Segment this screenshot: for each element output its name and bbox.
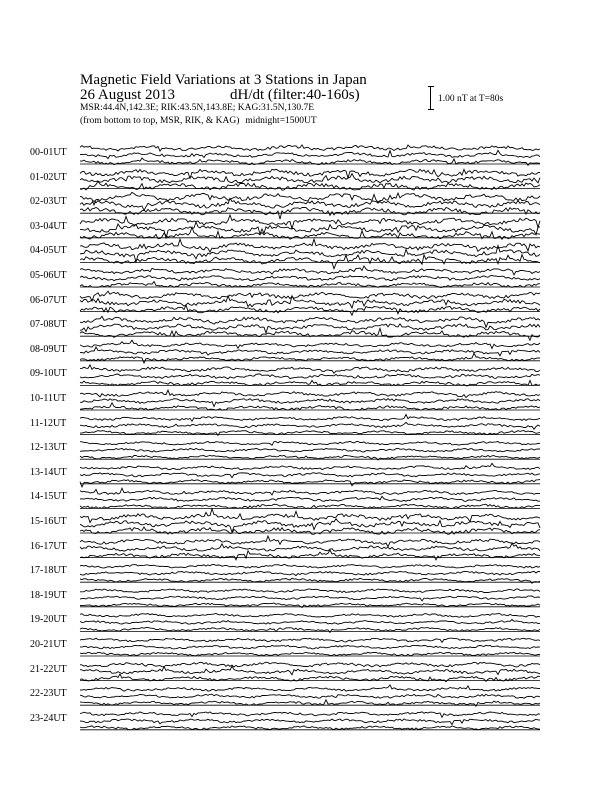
row-label: 16-17UT	[30, 540, 67, 552]
midnight-note: midnight=1500UT	[245, 116, 317, 126]
trace-rik	[80, 645, 540, 649]
trace-kag	[80, 614, 540, 618]
trace-rik	[80, 473, 540, 478]
row-label: 18-19UT	[30, 589, 67, 601]
row-label: 23-24UT	[30, 712, 67, 724]
trace-rik	[80, 571, 540, 575]
trace-kag	[80, 463, 540, 469]
trace-msr	[80, 504, 540, 508]
row-label: 04-05UT	[30, 245, 67, 257]
trace-rik	[80, 198, 540, 210]
row-label: 10-11UT	[30, 393, 67, 404]
row-label: 12-13UT	[30, 442, 67, 454]
trace-kag	[80, 488, 540, 495]
trace-msr	[80, 282, 540, 288]
trace-rik	[80, 276, 540, 281]
trace-kag	[80, 509, 540, 523]
row-label: 19-20UT	[30, 614, 67, 626]
trace-msr	[80, 305, 540, 315]
trace-kag	[80, 390, 540, 398]
chart-date: 26 August 2013	[80, 87, 176, 103]
row-label: 17-18UT	[30, 565, 67, 577]
trace-rik	[80, 448, 540, 452]
trace-msr	[80, 550, 540, 560]
scale-label: 1.00 nT at T=80s	[438, 94, 504, 104]
trace-kag	[80, 239, 540, 252]
trace-kag	[80, 215, 540, 229]
row-label: 20-21UT	[30, 639, 67, 650]
trace-rik	[80, 174, 540, 183]
trace-msr	[80, 328, 540, 340]
quantity-label: dH/dt (filter:40-160s)	[230, 87, 360, 103]
trace-rik	[80, 666, 540, 675]
trace-kag	[80, 564, 540, 568]
trace-kag	[80, 638, 540, 642]
station-order: (from bottom to top, MSR, RIK, & KAG)	[80, 116, 240, 126]
trace-kag	[80, 662, 540, 667]
trace-msr	[80, 403, 540, 411]
trace-kag	[80, 266, 540, 275]
trace-kag	[80, 441, 540, 445]
trace-kag	[80, 365, 540, 373]
trace-rik	[80, 694, 540, 698]
station-coordinates: MSR:44.4N,142.3E; RIK:43.5N,143.8E; KAG:31.5N,130.7E	[80, 103, 315, 113]
trace-kag	[80, 415, 540, 422]
trace-rik	[80, 150, 540, 158]
chart-title: Magnetic Field Variations at 3 Stations in Japan	[80, 72, 367, 88]
trace-kag	[80, 589, 540, 593]
trace-rik	[80, 543, 540, 551]
trace-rik	[80, 347, 540, 356]
row-label: 22-23UT	[30, 688, 67, 700]
trace-rik	[80, 399, 540, 407]
trace-rik	[80, 719, 540, 725]
trace-rik	[80, 422, 540, 429]
trace-rik	[80, 324, 540, 333]
trace-msr	[80, 726, 540, 730]
trace-rik	[80, 496, 540, 501]
row-label: 15-16UT	[30, 516, 67, 527]
trace-kag	[80, 536, 540, 547]
row-label: 09-10UT	[30, 368, 67, 380]
trace-msr	[80, 652, 540, 656]
row-label: 01-02UT	[30, 171, 67, 183]
row-label: 06-07UT	[30, 294, 67, 306]
row-label: 02-03UT	[30, 196, 67, 208]
row-label: 21-22UT	[30, 663, 67, 675]
trace-kag	[80, 685, 540, 691]
row-label: 11-12UT	[30, 417, 67, 429]
trace-rik	[80, 374, 540, 379]
trace-msr	[80, 255, 540, 269]
trace-rik	[80, 620, 540, 625]
trace-kag	[80, 340, 540, 348]
trace-kag	[80, 145, 540, 151]
row-label: 05-06UT	[30, 270, 67, 281]
trace-rik	[80, 596, 540, 601]
trace-msr	[80, 353, 540, 363]
row-label: 14-15UT	[30, 491, 67, 503]
row-label: 08-09UT	[30, 343, 67, 355]
trace-kag	[80, 712, 540, 718]
row-label: 13-14UT	[30, 466, 67, 478]
row-label: 07-08UT	[30, 319, 67, 331]
row-label: 03-04UT	[30, 220, 67, 232]
trace-kag	[80, 291, 540, 301]
row-label: 00-01UT	[30, 147, 67, 158]
trace-msr	[80, 480, 540, 487]
